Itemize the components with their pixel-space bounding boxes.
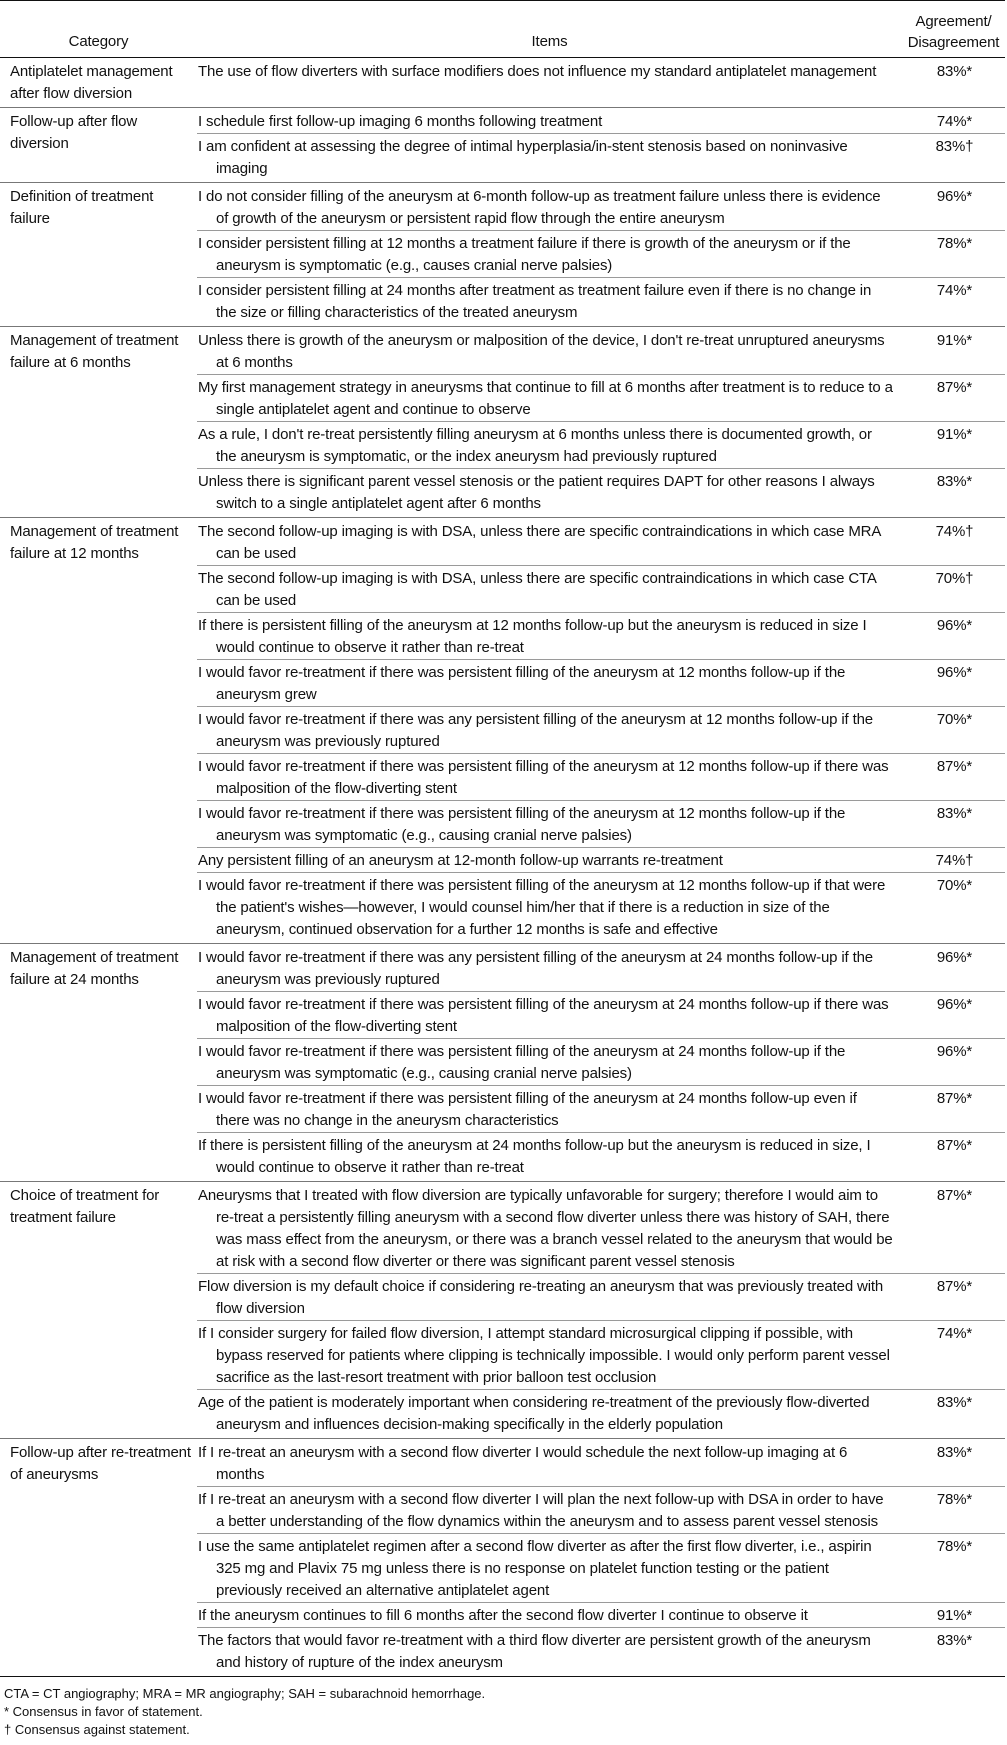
table-header [0, 1, 1005, 58]
item-cell [197, 1603, 902, 1628]
agreement-value: 91%* [936, 332, 973, 349]
item-text: I do not consider filling of the aneurysm at 6-month follow-up as treatment failure unless there is evidence of growth of the aneurysm or persistent rapid flow through the entire aneurysm [198, 188, 881, 227]
table-row [0, 1182, 1005, 1274]
footnote-abbreviations: CTA = CT angiography; MRA = MR angiography; SAH = subarachnoid hemorrhage. [4, 1686, 486, 1701]
item-text: If there is persistent filling of the aneurysm at 12 months follow-up but the aneurysm is reduced in size I would continue to observe it rather than re-treat [198, 617, 867, 656]
category-cell: Management of treatment failure at 12 months [10, 523, 179, 562]
item-text: Unless there is growth of the aneurysm or malposition of the device, I don't re-treat unruptured aneurysms at 6 months [198, 332, 885, 371]
item-cell [197, 518, 902, 566]
table-row [0, 108, 1005, 134]
item-text: Any persistent filling of an aneurysm at 12-month follow-up warrants re-treatment [198, 852, 723, 869]
agreement-value: 91%* [902, 422, 1005, 469]
agreement-value: 96%* [902, 613, 1005, 660]
agreement-value: 74%† [902, 848, 1005, 873]
category-cell: Definition of treatment failure [10, 188, 154, 227]
item-text: If I consider surgery for failed flow diversion, I attempt standard microsurgical clipping if possible, with bypass reserved for patients where clipping is technically impossible. I would only perform parent vessel sacrifice as the last-resort treatment with prior balloon test occlusion [198, 1325, 890, 1386]
item-cell [197, 469, 902, 518]
footnotes [4, 1685, 485, 1739]
header-category: Category [0, 1, 197, 58]
agreement-value: 74%* [936, 113, 973, 130]
item-text: Flow diversion is my default choice if considering re-treating an aneurysm that was previously treated with flow diversion [198, 1278, 884, 1317]
header-row [0, 1, 1005, 58]
agreement-value: 83%* [902, 801, 1005, 848]
item-text: I would favor re-treatment if there was persistent filling of the aneurysm at 12 months follow-up if the aneurysm was symptomatic (e.g., causing cranial nerve palsies) [198, 805, 846, 844]
item-cell [197, 566, 902, 613]
item-cell [197, 754, 902, 801]
item-cell [197, 613, 902, 660]
table-row [0, 944, 1005, 992]
table-row [0, 183, 1005, 231]
agreement-value: 78%* [902, 1487, 1005, 1534]
table-row [0, 327, 1005, 375]
agreement-value: 83%* [902, 1390, 1005, 1439]
item-text: The second follow-up imaging is with DSA, unless there are specific contraindications in which case MRA can be used [198, 523, 881, 562]
item-text: I would favor re-treatment if there was persistent filling of the aneurysm at 24 months follow-up even if there was no change in the aneurysm characteristics [198, 1090, 857, 1129]
header-items: Items [197, 1, 902, 58]
item-text: As a rule, I don't re-treat persistently filling aneurysm at 6 months unless there is documented growth, or the aneurysm is symptomatic, or the index aneurysm had previously ruptured [198, 426, 872, 465]
agreement-value: 87%* [902, 1133, 1005, 1182]
item-cell [197, 422, 902, 469]
agreement-value: 91%* [902, 1603, 1005, 1628]
item-text: I consider persistent filling at 24 months after treatment as treatment failure even if there is no change in the size or filling characteristics of the treated aneurysm [198, 282, 872, 321]
category-cell: Management of treatment failure at 6 months [10, 332, 179, 371]
item-text: I would favor re-treatment if there was any persistent filling of the aneurysm at 24 months follow-up if the aneurysm was previously ruptured [198, 949, 873, 988]
item-text: Age of the patient is moderately important when considering re-treatment of the previously flow-diverted aneurysm and influences decision-making specifically in the elderly population [198, 1394, 870, 1433]
agreement-value: 74%† [935, 523, 974, 540]
item-text: I am confident at assessing the degree of intimal hyperplasia/in-stent stenosis based on noninvasive imaging [198, 138, 848, 177]
category-group [0, 1439, 1005, 1677]
agreement-value: 87%* [902, 375, 1005, 422]
item-text: My first management strategy in aneurysms that continue to fill at 6 months after treatment is to reduce to a single antiplatelet agent and continue to observe [198, 379, 893, 418]
category-group [0, 518, 1005, 944]
table-row [0, 1439, 1005, 1487]
item-text: The second follow-up imaging is with DSA, unless there are specific contraindications in which case CTA can be used [198, 570, 876, 609]
agreement-value: 78%* [902, 1534, 1005, 1603]
item-text: If I re-treat an aneurysm with a second flow diverter I will plan the next follow-up with DSA in order to have a better understanding of the flow dynamics within the aneurysm and to assess parent vessel stenosis [198, 1491, 884, 1530]
item-cell [197, 660, 902, 707]
agreement-value: 96%* [936, 188, 973, 205]
agreement-value: 96%* [902, 992, 1005, 1039]
item-text: I would favor re-treatment if there was persistent filling of the aneurysm at 12 months follow-up if the aneurysm grew [198, 664, 846, 703]
item-cell [197, 1182, 902, 1274]
item-cell [197, 1390, 902, 1439]
item-cell [197, 108, 902, 134]
agreement-value: 87%* [902, 754, 1005, 801]
item-cell [197, 1133, 902, 1182]
item-text: I consider persistent filling at 12 months a treatment failure if there is growth of the aneurysm or if the aneurysm is symptomatic (e.g., causes cranial nerve palsies) [198, 235, 851, 274]
agreement-value: 83%* [902, 469, 1005, 518]
item-cell [197, 1628, 902, 1677]
agreement-value: 96%* [902, 660, 1005, 707]
category-cell: Follow-up after re-treatment of aneurysms [10, 1444, 191, 1483]
table-row [0, 58, 1005, 108]
category-group [0, 944, 1005, 1182]
item-cell [197, 278, 902, 327]
item-text: If the aneurysm continues to fill 6 months after the second flow diverter I continue to observe it [198, 1607, 808, 1624]
agreement-value: 96%* [936, 949, 973, 966]
agreement-value: 87%* [902, 1274, 1005, 1321]
item-text: The factors that would favor re-treatment with a third flow diverter are persistent growth of the aneurysm and history of rupture of the index aneurysm [198, 1632, 871, 1671]
category-cell: Antiplatelet management after flow diversion [10, 63, 173, 102]
footnote-dagger: † Consensus against statement. [4, 1722, 190, 1737]
agreement-value: 83%* [902, 1628, 1005, 1677]
footnote-star: * Consensus in favor of statement. [4, 1704, 203, 1719]
header-agreement-line1: Agreement/ [915, 13, 992, 30]
item-cell [197, 1487, 902, 1534]
category-cell: Choice of treatment for treatment failure [10, 1187, 160, 1226]
agreement-value: 74%* [902, 278, 1005, 327]
category-group [0, 183, 1005, 327]
item-cell [197, 58, 902, 108]
item-cell [197, 327, 902, 375]
item-text: I would favor re-treatment if there was persistent filling of the aneurysm at 12 months follow-up if there was malposition of the flow-diverting stent [198, 758, 889, 797]
agreement-value: 70%* [902, 873, 1005, 944]
agreement-value: 70%† [902, 566, 1005, 613]
item-text: If I re-treat an aneurysm with a second flow diverter I would schedule the next follow-up imaging at 6 months [198, 1444, 848, 1483]
item-cell [197, 134, 902, 183]
category-group [0, 108, 1005, 183]
agreement-value: 87%* [902, 1086, 1005, 1133]
item-cell [197, 1534, 902, 1603]
item-cell [197, 707, 902, 754]
item-text: I would favor re-treatment if there was any persistent filling of the aneurysm at 12 months follow-up if the aneurysm was previously ruptured [198, 711, 873, 750]
item-cell [197, 231, 902, 278]
item-text: I would favor re-treatment if there was persistent filling of the aneurysm at 24 months follow-up if the aneurysm was symptomatic (e.g., causing cranial nerve palsies) [198, 1043, 846, 1082]
item-cell [197, 1321, 902, 1390]
item-text: Aneurysms that I treated with flow diversion are typically unfavorable for surgery; therefore I would aim to re-treat a persistently filling aneurysm with a second flow diverter unless there was history of SAH, there was mass effect from the aneurysm, or there was a branch vessel related to the aneurysm that would be at risk with a second flow diverter or there was significant parent vessel stenosis [198, 1187, 893, 1270]
item-cell [197, 1086, 902, 1133]
item-text: Unless there is significant parent vessel stenosis or the patient requires DAPT for other reasons I always switch to a single antiplatelet agent after 6 months [198, 473, 875, 512]
item-cell [197, 944, 902, 992]
agreement-value: 70%* [902, 707, 1005, 754]
table-row [0, 518, 1005, 566]
agreement-value: 74%* [902, 1321, 1005, 1390]
agreement-value: 96%* [902, 1039, 1005, 1086]
agreement-value: 87%* [936, 1187, 973, 1204]
header-agreement-line2: Disagreement [907, 34, 1000, 51]
item-cell [197, 183, 902, 231]
item-cell [197, 1274, 902, 1321]
item-cell [197, 1439, 902, 1487]
agreement-value: 83%† [902, 134, 1005, 183]
item-cell [197, 801, 902, 848]
category-cell: Follow-up after flow diversion [10, 113, 138, 152]
item-text: If there is persistent filling of the aneurysm at 24 months follow-up but the aneurysm is reduced in size, I would continue to observe it rather than re-treat [198, 1137, 871, 1176]
item-cell [197, 1039, 902, 1086]
category-cell: Management of treatment failure at 24 months [10, 949, 179, 988]
item-cell [197, 848, 902, 873]
item-text: The use of flow diverters with surface modifiers does not influence my standard antiplatelet management [198, 63, 877, 80]
item-text: I would favor re-treatment if there was persistent filling of the aneurysm at 12 months follow-up if that were the patient's wishes—however, I would counsel him/her that if there is a reduction in size of the aneurysm, continued observation for a further 12 months is safe and effective [198, 877, 886, 938]
agreement-value: 83%* [936, 1444, 973, 1461]
header-agreement [902, 1, 1005, 58]
category-group [0, 58, 1005, 108]
category-group [0, 1182, 1005, 1439]
agreement-value: 83%* [936, 63, 973, 80]
item-cell [197, 375, 902, 422]
item-text: I schedule first follow-up imaging 6 months following treatment [198, 113, 603, 130]
agreement-value: 78%* [902, 231, 1005, 278]
item-text: I would favor re-treatment if there was persistent filling of the aneurysm at 24 months follow-up if there was malposition of the flow-diverting stent [198, 996, 889, 1035]
item-cell [197, 992, 902, 1039]
item-text: I use the same antiplatelet regimen after a second flow diverter as after the first flow diverter, i.e., aspirin 325 mg and Plavix 75 mg unless there is no response on platelet function testing or the patient previously received an alternative antiplatelet agent [198, 1538, 872, 1599]
category-group [0, 327, 1005, 518]
item-cell [197, 873, 902, 944]
